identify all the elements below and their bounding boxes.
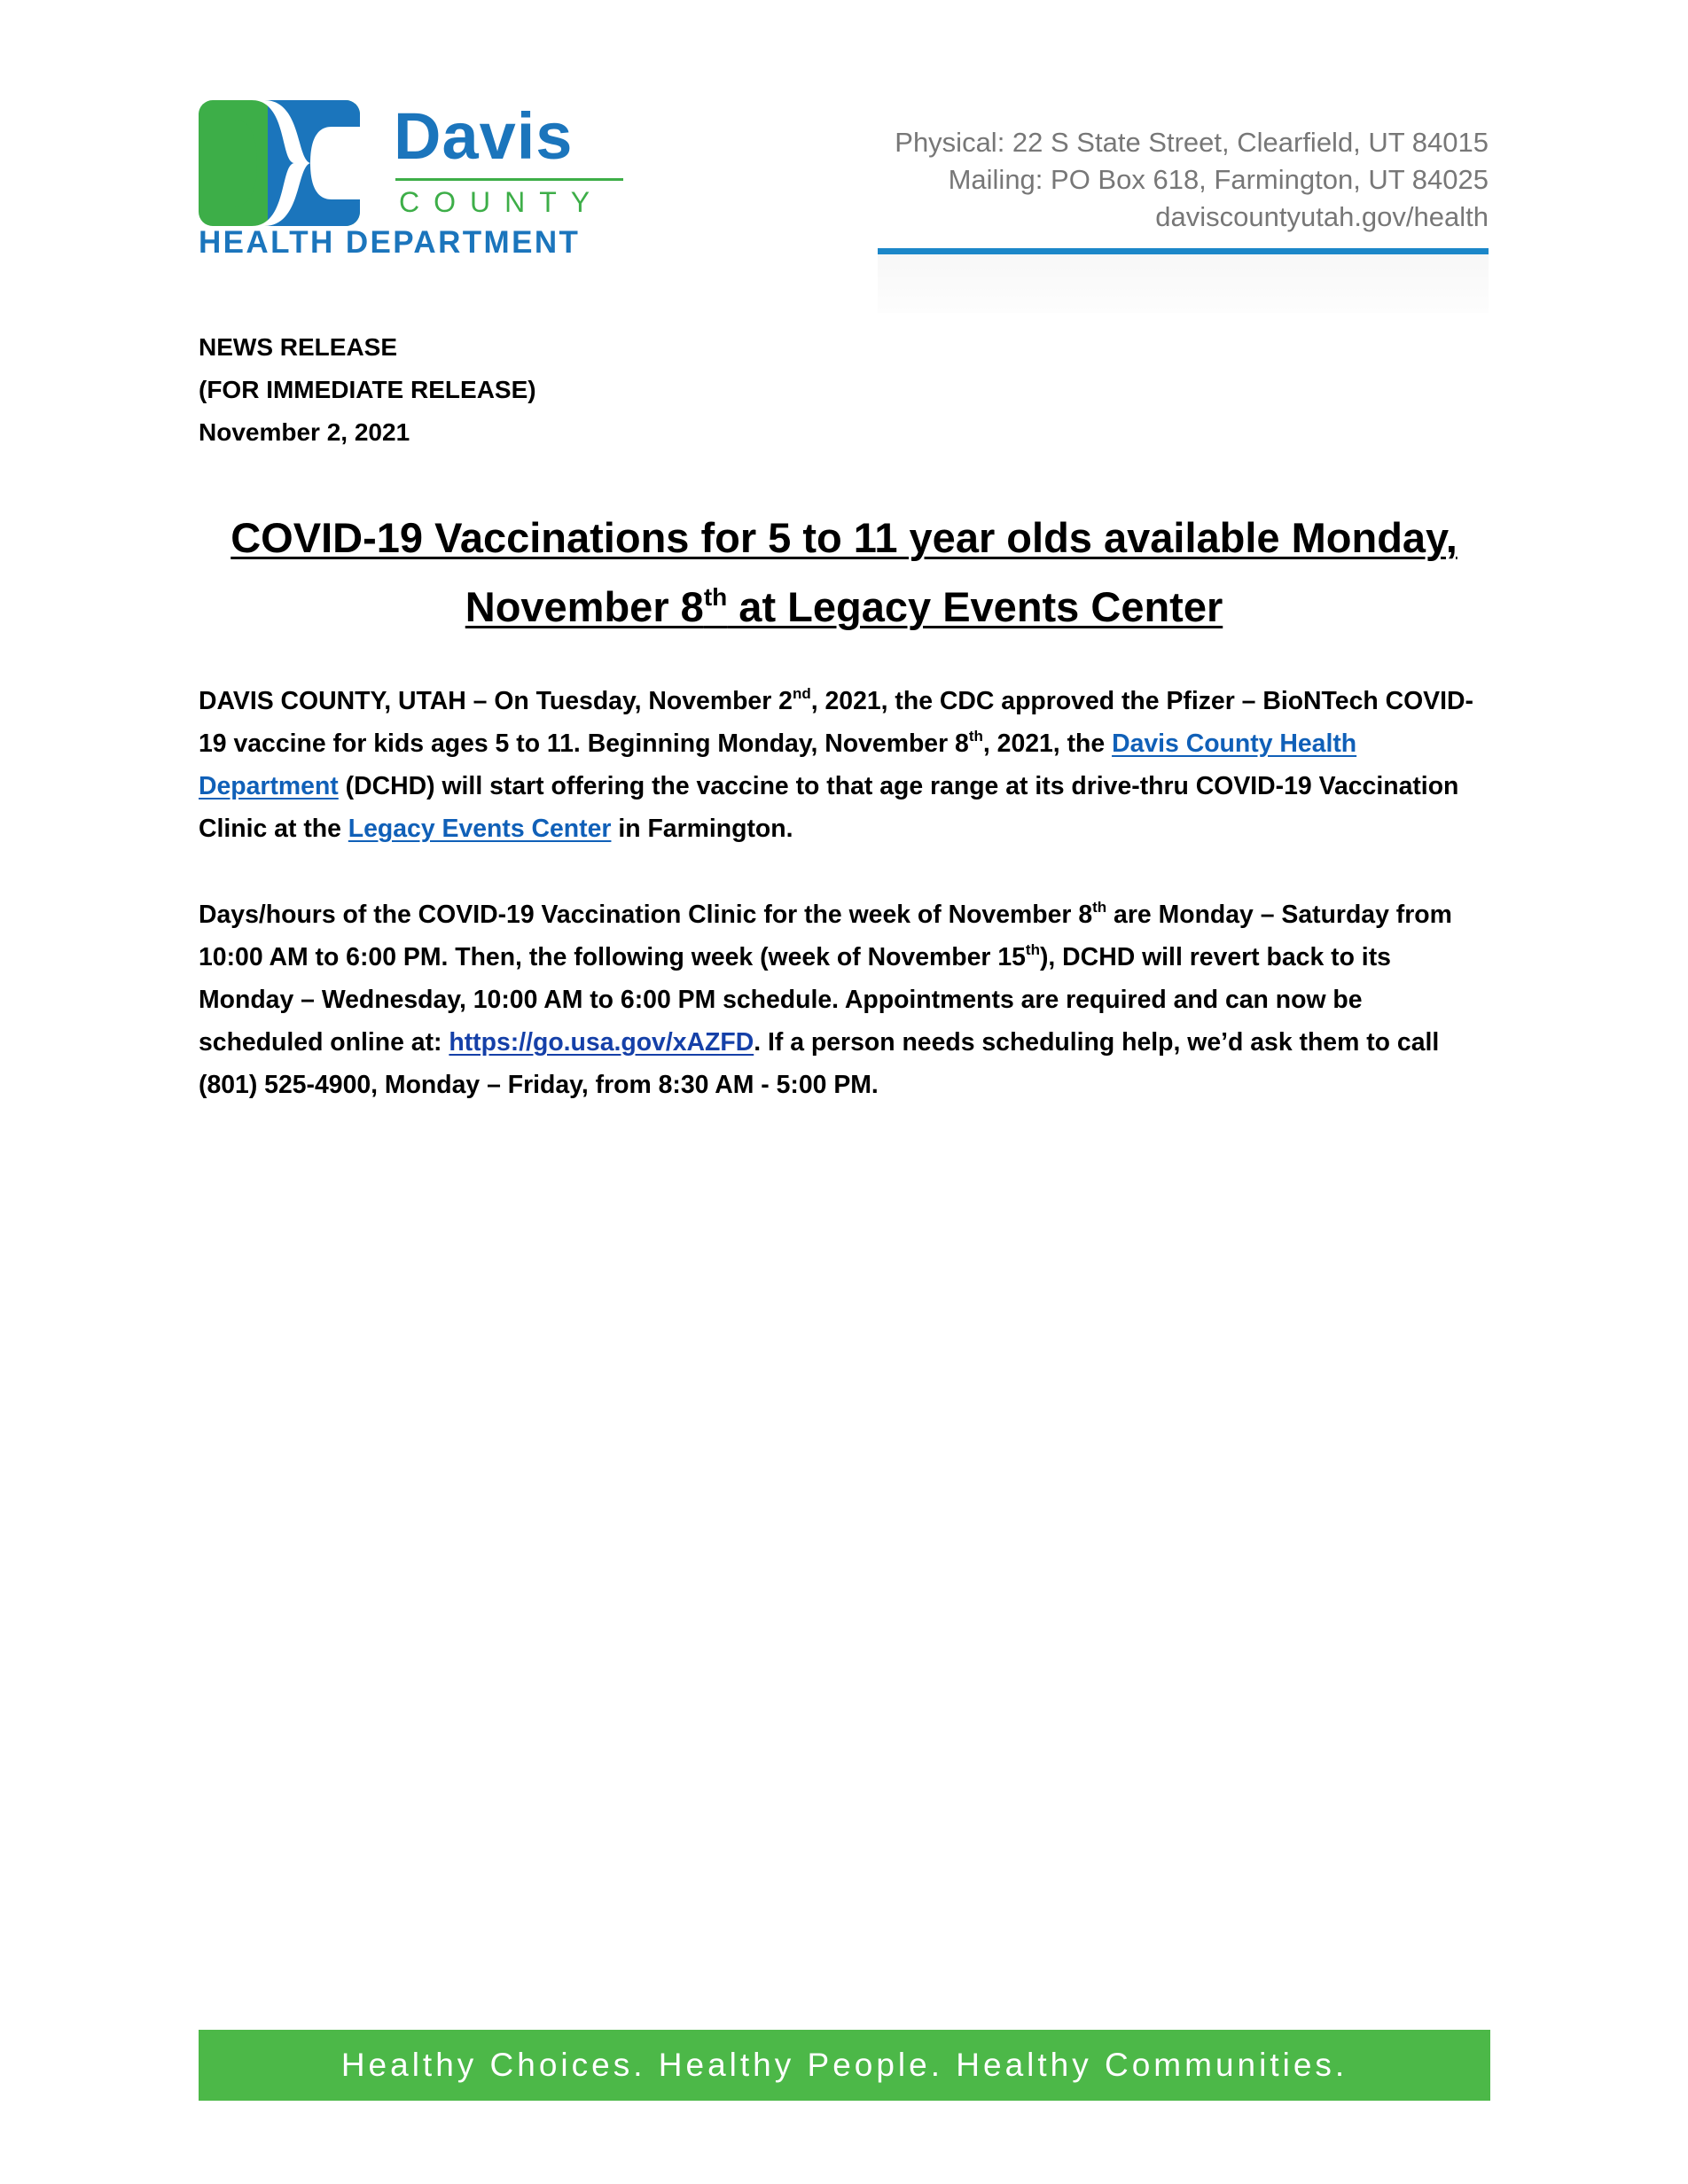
davis-county-health-logo bbox=[199, 100, 624, 260]
logo-word-health-department: HEALTH DEPARTMENT bbox=[199, 225, 581, 260]
p1-text-2: , 2021, the CDC approved the Pfizer – BioNTech COVID-19 vaccine for kids ages 5 to 11. Beginning Monday, November 8 bbox=[199, 687, 1473, 758]
p1-text-1: DAVIS COUNTY, UTAH – On Tuesday, November 2 bbox=[199, 687, 793, 715]
website-address: daviscountyutah.gov/health bbox=[1155, 201, 1489, 232]
release-date: November 2, 2021 bbox=[199, 418, 410, 446]
p1-text-3: , 2021, the bbox=[982, 729, 1113, 758]
release-type: (FOR IMMEDIATE RELEASE) bbox=[199, 376, 536, 403]
physical-address: Physical: 22 S State Street, Clearfield, UT 84015 bbox=[895, 127, 1489, 158]
p2-sup-2: th bbox=[1025, 941, 1040, 958]
p1-sup-1: nd bbox=[792, 685, 811, 702]
logo-word-county: COUNTY bbox=[399, 186, 605, 218]
paragraph-1 bbox=[199, 680, 1489, 850]
p1-text-5: in Farmington. bbox=[611, 815, 793, 843]
logo-word-davis: Davis bbox=[394, 99, 574, 173]
address-shadow bbox=[878, 254, 1489, 313]
p2-text-1: Days/hours of the COVID-19 Vaccination Clinic for the week of November 8 bbox=[199, 901, 1093, 929]
headline-superscript: th bbox=[703, 583, 728, 611]
headline-line-2 bbox=[465, 583, 1223, 630]
address-underline-bar bbox=[878, 248, 1489, 254]
release-header bbox=[199, 326, 536, 454]
davis-county-health-department-link[interactable]: Davis County Health Department bbox=[199, 729, 1357, 800]
p1-sup-2: th bbox=[968, 728, 983, 745]
headline-line-2-end: at Legacy Events Center bbox=[727, 583, 1223, 630]
legacy-events-center-link[interactable]: Legacy Events Center bbox=[348, 815, 612, 843]
p2-sup-1: th bbox=[1092, 899, 1107, 916]
p2-text-2: are Monday – Saturday from 10:00 AM to 6:00 PM. Then, the following week (week of November 15 bbox=[199, 901, 1452, 971]
p1-text-4: (DCHD) will start offering the vaccine to that age range at its drive-thru COVID-19 Vaccination Clinic at the bbox=[199, 772, 1459, 843]
paragraph-2 bbox=[199, 893, 1489, 1106]
mailing-address: Mailing: PO Box 618, Farmington, UT 84025 bbox=[948, 164, 1489, 195]
headline bbox=[199, 503, 1489, 642]
p2-text-4: . If a person needs scheduling help, we’d ask them to call (801) 525-4900, Monday – Friday, from 8:30 AM - 5:00 PM. bbox=[199, 1028, 1440, 1099]
p2-text-3: ), DCHD will revert back to its Monday – Wednesday, 10:00 AM to 6:00 PM schedule. Appointments are required and can now be scheduled online at: bbox=[199, 943, 1391, 1057]
scheduling-url-link[interactable]: https://go.usa.gov/xAZFD bbox=[449, 1028, 754, 1057]
headline-line-2-start: November 8 bbox=[465, 583, 704, 630]
release-label: NEWS RELEASE bbox=[199, 333, 398, 361]
footer-tagline: Healthy Choices. Healthy People. Healthy Communities. bbox=[340, 2047, 1348, 2083]
address-block bbox=[895, 124, 1489, 236]
headline-line-1: COVID-19 Vaccinations for 5 to 11 year olds available Monday, bbox=[231, 514, 1457, 561]
logo-divider bbox=[395, 178, 623, 181]
dc-logo-mark-icon bbox=[199, 100, 360, 226]
footer-tagline-bar bbox=[199, 2030, 1490, 2101]
